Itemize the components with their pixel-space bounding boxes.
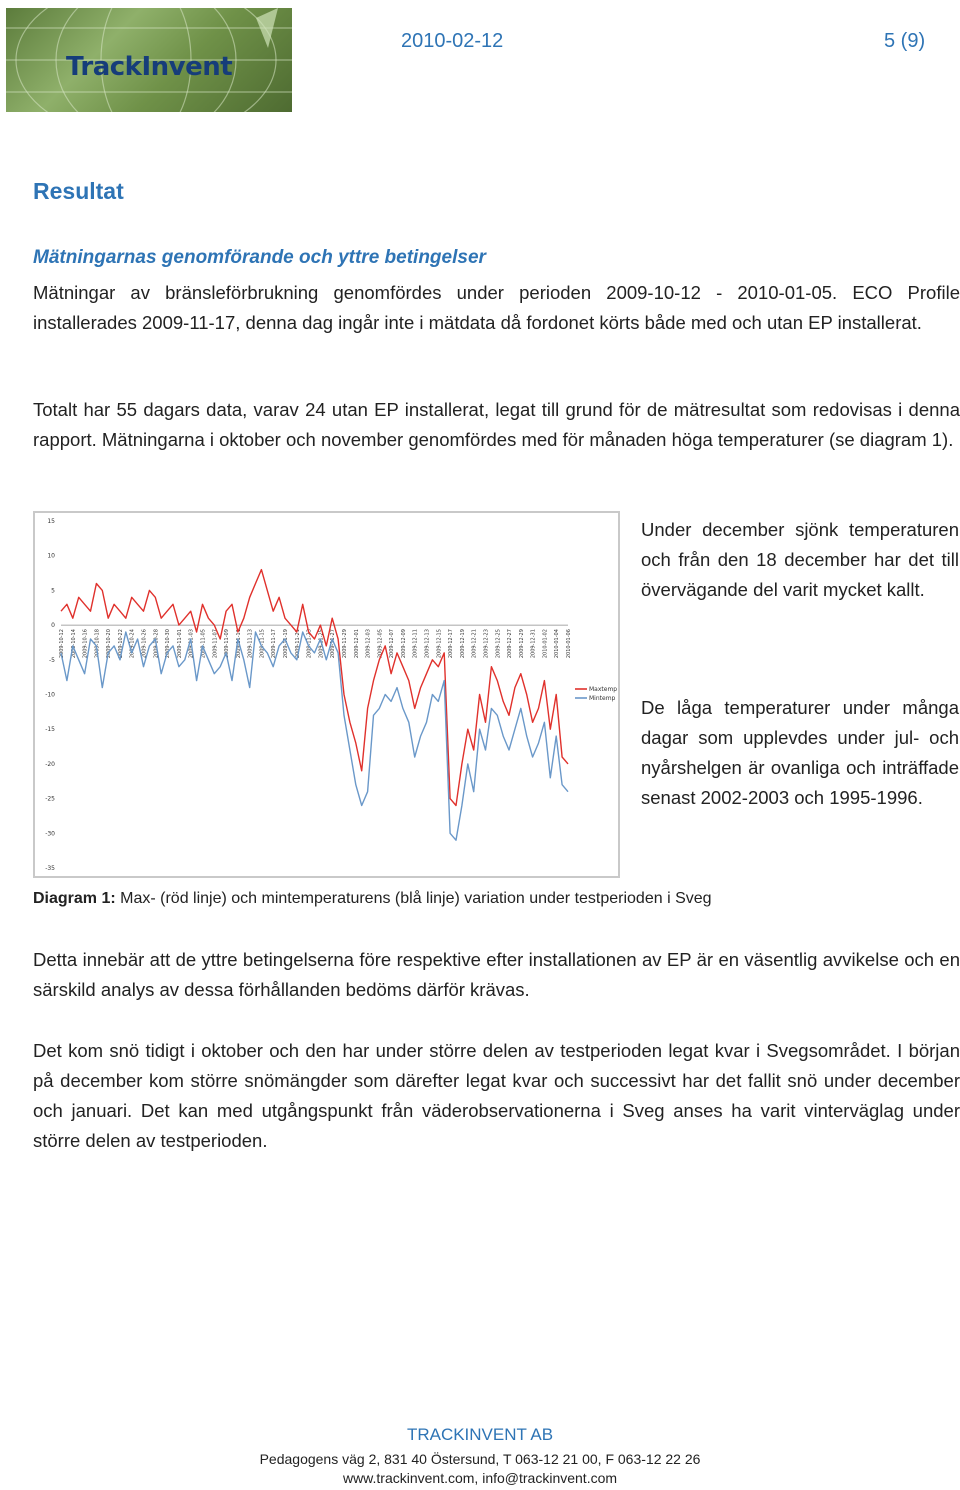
x-tick-label: 2009-12-07 bbox=[389, 629, 396, 659]
footer-address: Pedagogens väg 2, 831 40 Östersund, T 063-12 21 00, F 063-12 22 26 bbox=[259, 1451, 701, 1467]
y-tick-label: -20 bbox=[45, 760, 55, 768]
x-tick-label: 2009-10-30 bbox=[165, 629, 172, 659]
header-date: 2010-02-12 bbox=[401, 30, 504, 52]
y-tick-label: 10 bbox=[47, 552, 55, 560]
x-tick-label: 2009-11-05 bbox=[200, 629, 207, 659]
x-tick-label: 2009-11-09 bbox=[224, 629, 231, 659]
x-tick-label: 2009-11-23 bbox=[306, 629, 313, 659]
x-tick-label: 2009-12-29 bbox=[518, 629, 525, 659]
diagram-caption bbox=[33, 890, 712, 908]
x-tick-label: 2009-12-03 bbox=[365, 629, 372, 659]
paragraph-4: Det kom snö tidigt i oktober och den har under större delen av testperioden legat kvar i Svegsområdet. I början på december kom större snömängder som därefter legat kvar och successivt har det fallit snö under december och januari. Det kan med utgångspunkt från väderobservationerna i Sveg anses ha varit vinterväglag under större delen av testperioden. bbox=[33, 1040, 960, 1151]
x-tick-label: 2009-11-19 bbox=[283, 629, 290, 659]
x-tick-label: 2009-12-27 bbox=[507, 629, 514, 659]
x-tick-label: 2009-10-14 bbox=[70, 629, 77, 659]
x-tick-label: 2009-11-25 bbox=[318, 629, 325, 659]
x-tick-label: 2009-12-21 bbox=[471, 629, 478, 659]
y-tick-label: 15 bbox=[47, 518, 55, 525]
x-tick-label: 2010-01-06 bbox=[566, 629, 572, 659]
x-tick-label: 2009-12-09 bbox=[400, 629, 407, 659]
x-tick-label: 2009-11-27 bbox=[330, 629, 337, 659]
x-tick-label: 2010-01-02 bbox=[542, 629, 549, 659]
side-paragraph-1: Under december sjönk temperaturen och från den 18 december har det till övervägande del varit mycket kallt. bbox=[641, 519, 959, 600]
x-tick-label: 2009-11-29 bbox=[341, 629, 348, 659]
y-tick-label: -5 bbox=[49, 656, 55, 664]
x-tick-label: 2009-11-15 bbox=[259, 629, 266, 659]
x-tick-label: 2009-12-11 bbox=[412, 629, 419, 659]
y-tick-label: -25 bbox=[45, 795, 55, 803]
footer-web: www.trackinvent.com, info@trackinvent.com bbox=[342, 1470, 618, 1486]
y-tick-label: -30 bbox=[45, 830, 55, 838]
x-tick-label: 2009-11-07 bbox=[212, 629, 219, 659]
y-tick-label: 0 bbox=[51, 622, 55, 630]
caption-label: Diagram 1: bbox=[33, 890, 116, 907]
x-tick-label: 2009-12-17 bbox=[448, 629, 455, 659]
chart-svg bbox=[35, 513, 618, 876]
x-tick-label: 2009-10-22 bbox=[117, 629, 124, 659]
trackinvent-logo bbox=[6, 8, 292, 112]
temperature-chart bbox=[33, 511, 620, 878]
x-tick-label: 2009-12-25 bbox=[495, 629, 502, 659]
header-page-number: 5 (9) bbox=[884, 30, 926, 52]
legend-label: Maxtemp bbox=[589, 686, 618, 693]
section-heading: Resultat bbox=[33, 178, 124, 204]
x-tick-label: 2009-12-15 bbox=[436, 629, 443, 659]
paragraph-1: Mätningar av bränsleförbrukning genomfördes under perioden 2009-10-12 - 2010-01-05. ECO Profile installerades 2009-11-17, denna dag ingår inte i mätdata då fordonet körts både med och utan EP installerat. bbox=[33, 282, 960, 333]
paragraph-2: Totalt har 55 dagars data, varav 24 utan EP installerat, legat till grund för de mätresultat som redovisas i denna rapport. Mätningarna i oktober och november genomfördes med för månaden höga temperaturer (se diagram 1). bbox=[33, 399, 960, 450]
section-subheading: Mätningarnas genomförande och yttre betingelser bbox=[33, 247, 486, 268]
x-tick-label: 2009-11-11 bbox=[235, 629, 242, 659]
side-paragraph-2: De låga temperaturer under många dagar som upplevdes under jul- och nyårshelgen är ovanliga och inträffade senast 2002-2003 och 1995-1996. bbox=[641, 697, 959, 808]
footer-company: TRACKINVENT AB bbox=[406, 1425, 554, 1444]
x-tick-label: 2009-10-18 bbox=[94, 629, 101, 659]
paragraph-3: Detta innebär att de yttre betingelserna före respektive efter installationen av EP är en väsentlig avvikelse och en särskild analys av dessa förhållanden bedöms därför krävas. bbox=[33, 949, 960, 1000]
x-tick-label: 2009-12-05 bbox=[377, 629, 384, 659]
y-tick-label: -10 bbox=[45, 691, 55, 699]
x-tick-label: 2009-10-12 bbox=[59, 629, 65, 659]
x-tick-label: 2009-10-20 bbox=[106, 629, 113, 659]
x-tick-label: 2009-11-13 bbox=[247, 629, 254, 659]
x-tick-label: 2009-12-01 bbox=[353, 629, 360, 659]
logo-text: TrackInvent bbox=[66, 52, 233, 82]
x-tick-label: 2009-12-31 bbox=[530, 629, 537, 659]
x-tick-label: 2009-11-01 bbox=[176, 629, 183, 659]
y-tick-label: 5 bbox=[51, 587, 55, 595]
y-tick-label: -15 bbox=[45, 726, 55, 734]
legend-label: Mintemp bbox=[589, 695, 616, 702]
x-tick-label: 2009-11-17 bbox=[271, 629, 278, 659]
x-tick-label: 2009-12-19 bbox=[459, 629, 466, 659]
x-tick-label: 2010-01-04 bbox=[554, 629, 561, 659]
y-tick-label: -35 bbox=[45, 865, 55, 872]
x-tick-label: 2009-10-26 bbox=[141, 629, 148, 659]
caption-text: Max- (röd linje) och mintemperaturens (blå linje) variation under testperioden i Sveg bbox=[115, 890, 712, 907]
x-tick-label: 2009-10-24 bbox=[129, 629, 136, 659]
x-tick-label: 2009-10-28 bbox=[153, 629, 160, 659]
x-tick-label: 2009-10-16 bbox=[82, 629, 89, 659]
series-line-maxtemp bbox=[61, 570, 568, 806]
series-line-mintemp bbox=[61, 632, 568, 840]
x-tick-label: 2009-12-23 bbox=[483, 629, 490, 659]
x-tick-label: 2009-11-21 bbox=[294, 629, 301, 659]
x-tick-label: 2009-11-03 bbox=[188, 629, 195, 659]
x-tick-label: 2009-12-13 bbox=[424, 629, 431, 659]
